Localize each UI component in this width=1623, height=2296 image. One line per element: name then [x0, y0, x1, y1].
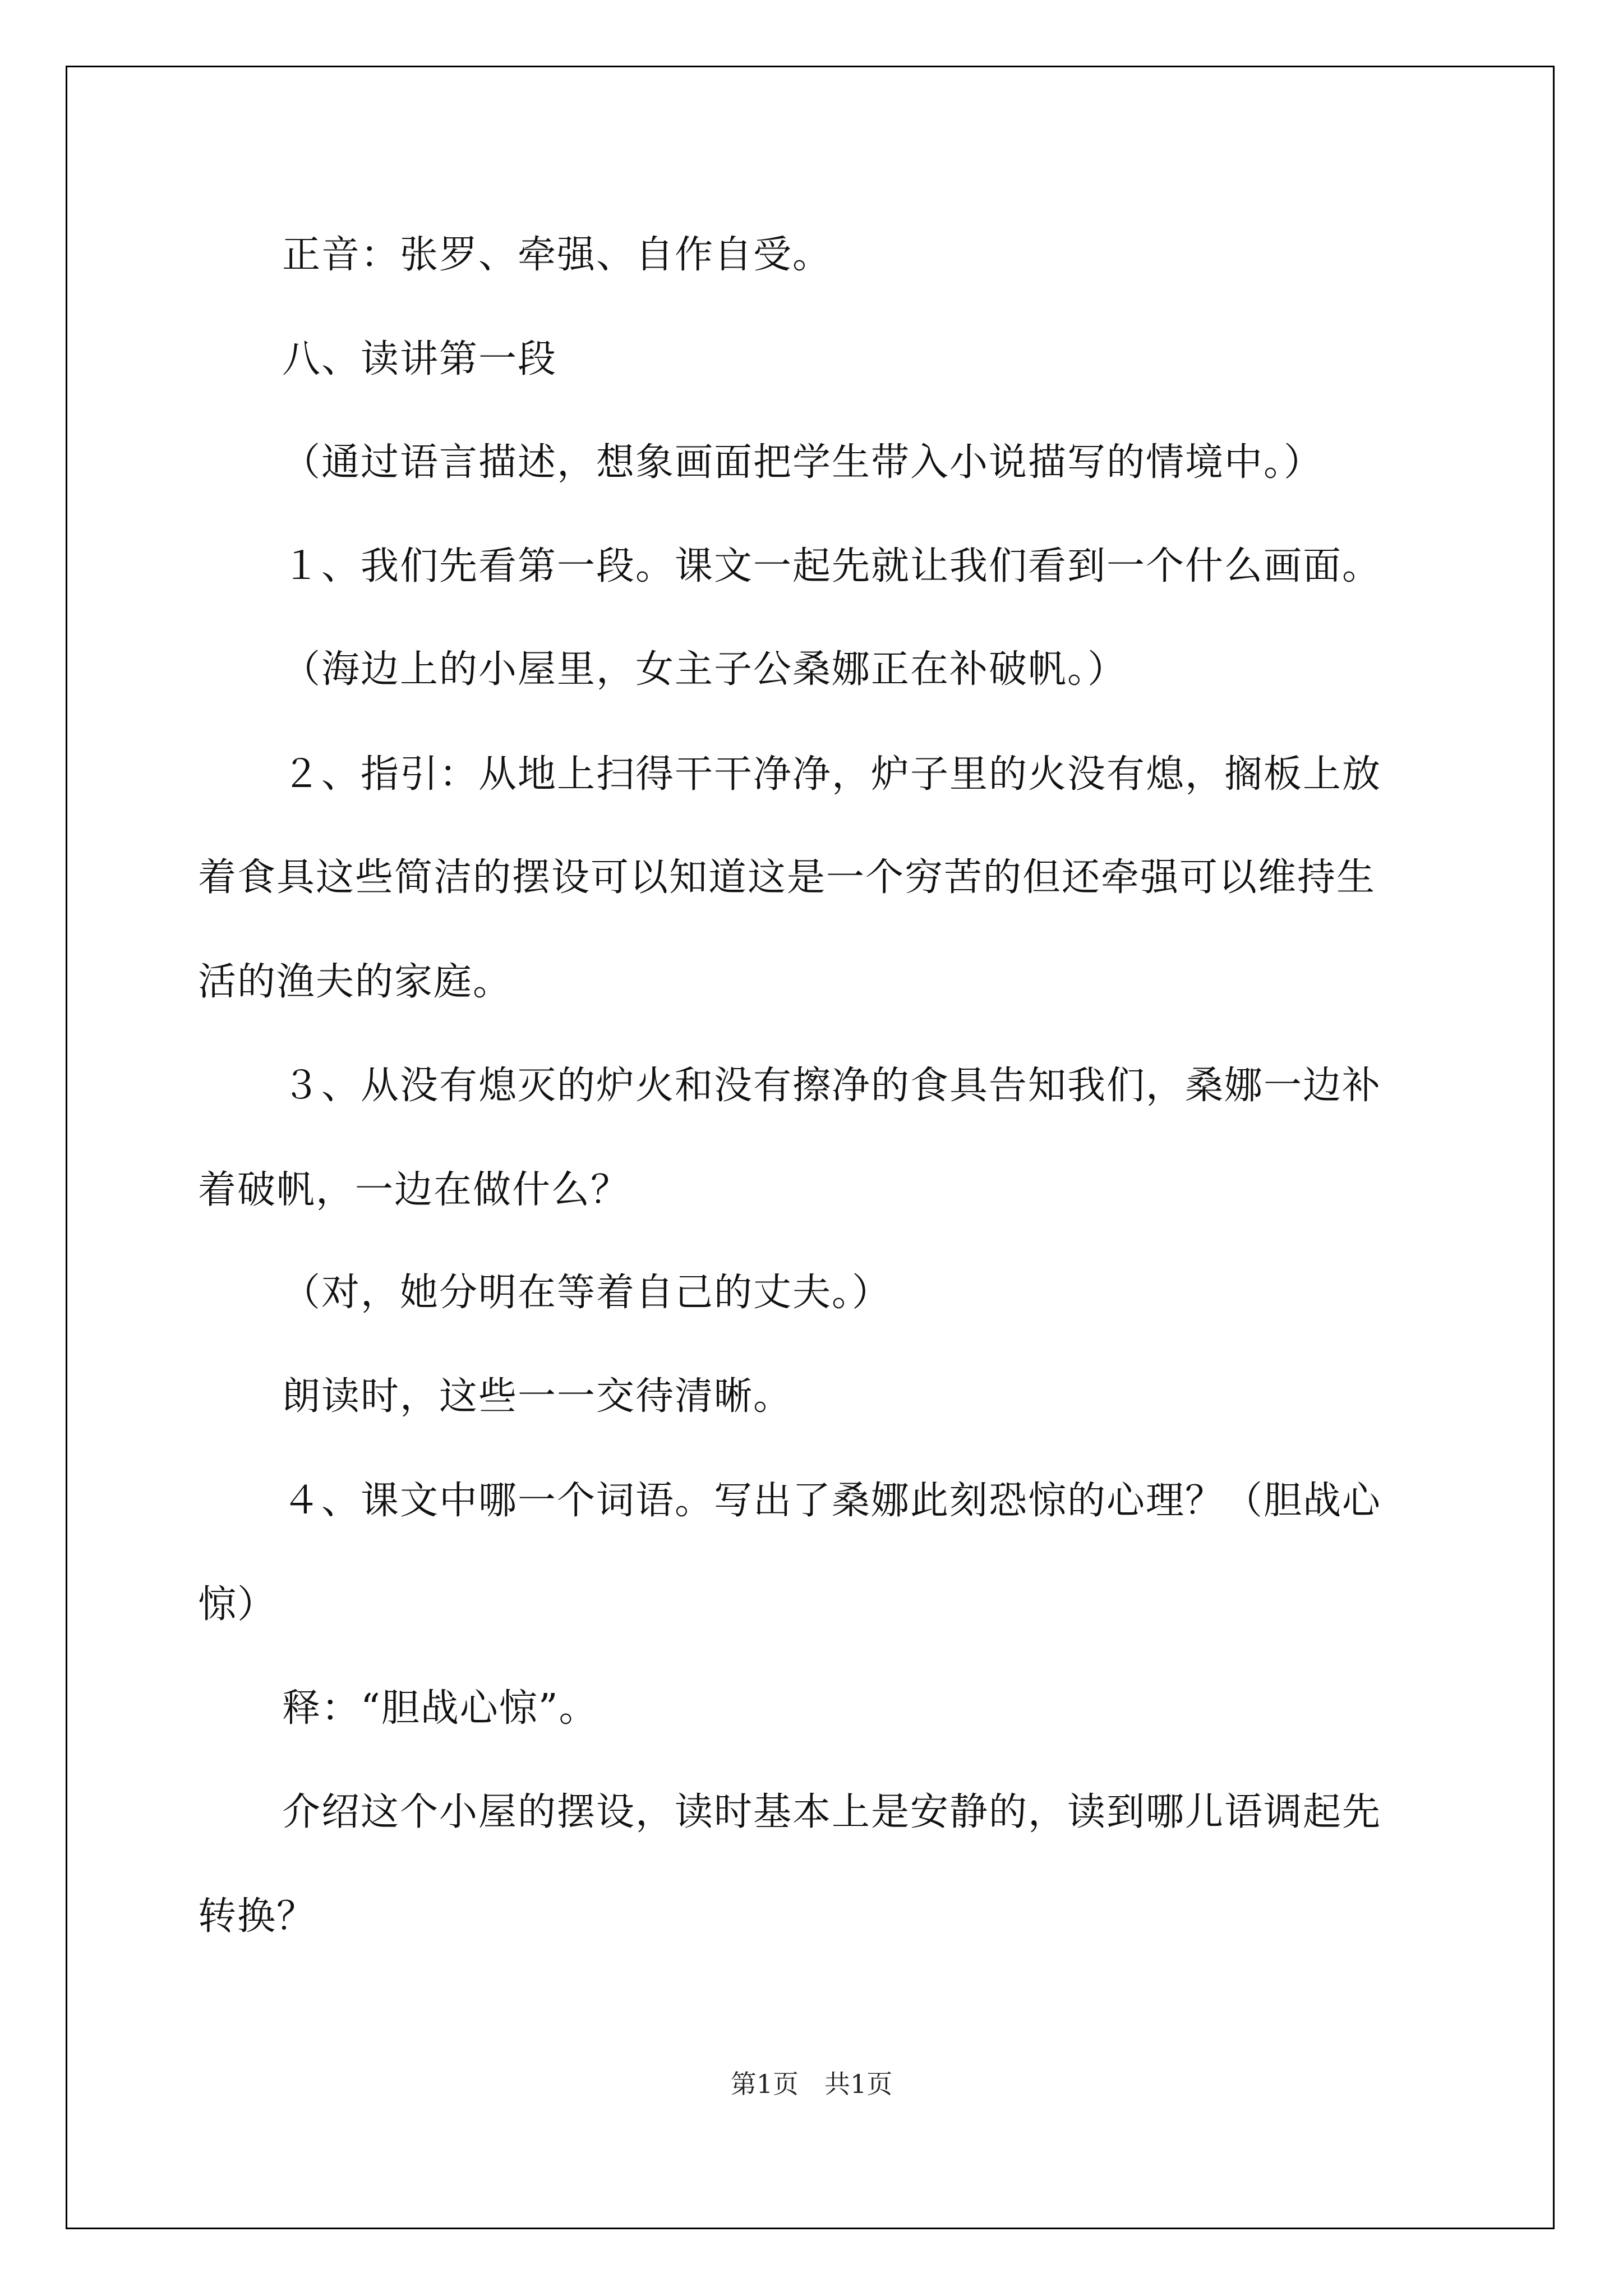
- paragraph-line: ４、课文中哪一个词语。写出了桑娜此刻恐惊的心理？（胆战心: [282, 1479, 1382, 1523]
- page-number: 第1页 共1页: [730, 2069, 893, 2099]
- paragraph-line: 着破帆，一边在做什么？: [198, 1168, 630, 1212]
- paragraph-line: 释：“胆战心惊”。: [282, 1686, 598, 1731]
- paragraph-line: （通过语言描述，想象画面把学生带入小说描写的情境中。）: [282, 440, 1324, 485]
- paragraph-line: 正音：张罗、牵强、自作自受。: [282, 233, 832, 277]
- paragraph-line: 介绍这个小屋的摆设，读时基本上是安静的，读到哪儿语调起先: [282, 1790, 1382, 1834]
- section-heading: 八、读讲第一段: [282, 337, 557, 381]
- paragraph-line: 惊）: [198, 1582, 277, 1627]
- paragraph-line: 朗读时，这些一一交待清晰。: [282, 1374, 793, 1419]
- paragraph-line: 着食具这些简洁的摆设可以知道这是一个穷苦的但还牵强可以维持生: [198, 855, 1376, 900]
- paragraph-line: 活的渔夫的家庭。: [198, 960, 513, 1004]
- paragraph-line: ３、从没有熄灭的炉火和没有擦净的食具告知我们，桑娜一边补: [282, 1064, 1382, 1108]
- paragraph-line: １、我们先看第一段。课文一起先就让我们看到一个什么画面。: [282, 544, 1382, 588]
- paragraph-line: ２、指引：从地上扫得干干净净，炉子里的火没有熄，搁板上放: [282, 752, 1382, 797]
- paragraph-line: （海边上的小屋里，女主子公桑娜正在补破帆。）: [282, 647, 1127, 692]
- paragraph-line: （对，她分明在等着自己的丈夫。）: [282, 1271, 892, 1315]
- paragraph-line: 转换？: [198, 1894, 316, 1939]
